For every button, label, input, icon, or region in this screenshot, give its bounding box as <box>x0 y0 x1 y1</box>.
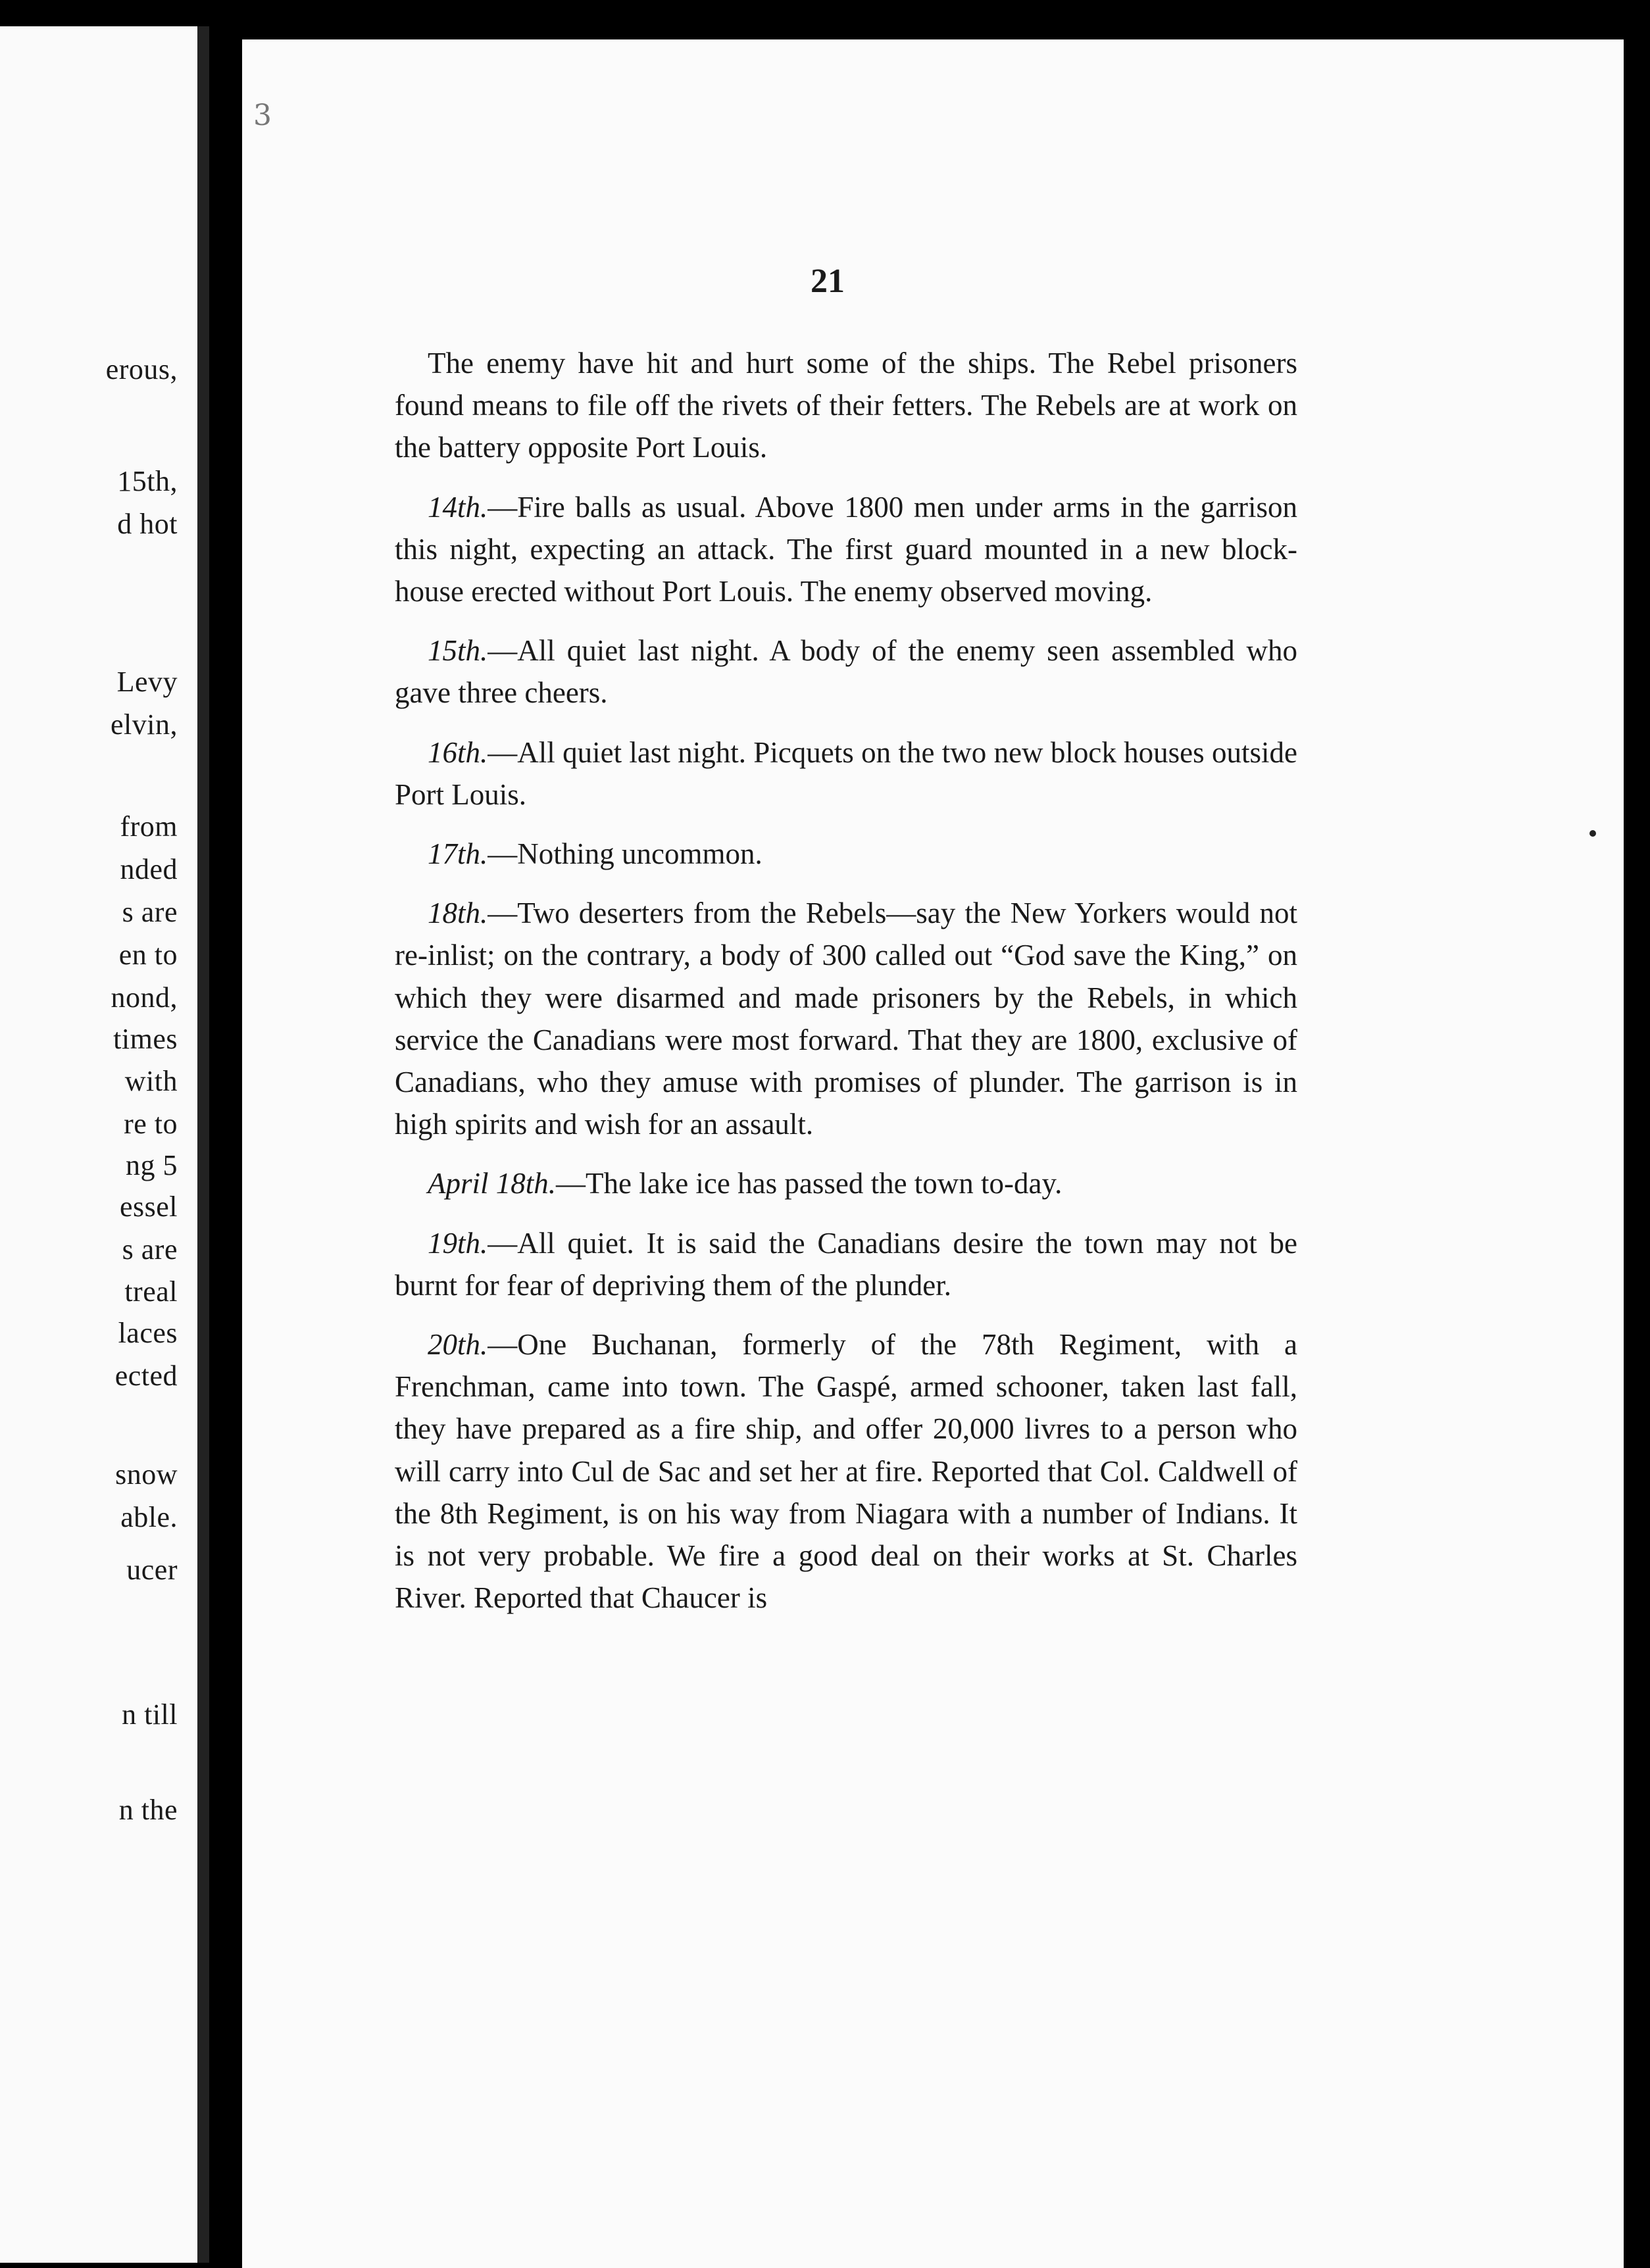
page-body <box>395 342 1297 1636</box>
fragment-line: from <box>120 810 178 843</box>
book-gutter <box>197 26 209 2263</box>
fragment-line: with <box>124 1065 178 1097</box>
page-number: 21 <box>811 262 845 300</box>
entry-text: —Fire balls as usual. Above 1800 men under arms in the garrison this night, expecting an attack. The first guard mounted in a new block-house erected without Port Louis. The enemy observed moving. <box>395 490 1297 608</box>
fragment-line: nded <box>120 853 178 885</box>
entry-date: 19th. <box>428 1226 488 1260</box>
fragment-line: en to <box>118 939 178 971</box>
fragment-line: laces <box>118 1317 178 1349</box>
entry-date: 20th. <box>428 1328 488 1362</box>
paragraph <box>395 486 1297 613</box>
entry-text: —Nothing uncommon. <box>488 837 762 871</box>
ink-speck <box>1589 830 1596 837</box>
entry-date: 16th. <box>428 735 488 769</box>
entry-text: —All quiet. It is said the Canadians desire the town may not be burnt for fear of depriving them of the plunder. <box>395 1226 1297 1302</box>
paragraph <box>395 1323 1297 1619</box>
paragraph <box>395 892 1297 1145</box>
entry-text: —All quiet last night. A body of the enemy seen assembled who gave three cheers. <box>395 634 1297 710</box>
paragraph <box>395 833 1297 875</box>
entry-date: April 18th. <box>428 1167 557 1200</box>
fragment-line: s are <box>122 896 178 928</box>
fragment-line: Levy <box>116 666 178 698</box>
paragraph <box>395 1162 1297 1204</box>
entry-date: 15th. <box>428 634 488 668</box>
fragment-line: elvin, <box>111 708 178 741</box>
fragment-line: re to <box>124 1108 178 1140</box>
fragment-line: essel <box>119 1191 178 1223</box>
paragraph <box>395 629 1297 714</box>
paragraph <box>395 1222 1297 1306</box>
paragraph <box>395 731 1297 816</box>
fragment-line: nond, <box>111 981 178 1014</box>
entry-text: —The lake ice has passed the town to-day. <box>556 1167 1062 1200</box>
paragraph <box>395 342 1297 469</box>
fragment-line: snow <box>115 1458 178 1491</box>
fragment-line: 15th, <box>117 465 178 497</box>
fragment-line: able. <box>120 1501 178 1533</box>
fragment-line: ected <box>114 1360 178 1392</box>
previous-page-fragment <box>0 26 197 2263</box>
entry-text: The enemy have hit and hurt some of the ships. The Rebel prisoners found means to file off the rivets of their fetters. The Rebels are at work on the battery opposite Port Louis. <box>395 347 1297 464</box>
entry-text: —One Buchanan, formerly of the 78th Regiment, with a Frenchman, came into town. The Gaspé, armed schooner, taken last fall, they have prepared as a fire ship, and offer 20,000 livres to a person who will carry into Cul de Sac and set her at fire. Reported that Col. Caldwell of the 8th Regiment, is on his way from Niagara with a number of Indians. It is not very probable. We fire a good deal on their works at St. Charles River. Reported that Chaucer is <box>395 1328 1297 1615</box>
fragment-line: n till <box>122 1698 178 1731</box>
fragment-line: n the <box>118 1794 178 1826</box>
fragment-line: s are <box>122 1233 178 1266</box>
fragment-line: ucer <box>126 1554 178 1586</box>
pencil-mark: 3 <box>253 99 272 132</box>
fragment-line: erous, <box>105 353 178 385</box>
fragment-line: d hot <box>117 508 178 540</box>
entry-date: 14th. <box>428 490 488 524</box>
fragment-line: treal <box>124 1275 178 1308</box>
entry-date: 18th. <box>428 897 488 930</box>
fragment-line: ng 5 <box>126 1149 178 1181</box>
entry-date: 17th. <box>428 837 488 871</box>
fragment-line: times <box>113 1023 178 1055</box>
entry-text: —Two deserters from the Rebels—say the New Yorkers would not re-inlist; on the contrary, a body of 300 called out “God save the King,” on which they were disarmed and made prisoners by the Rebels, in which service the Canadians were most forward. That they are 1800, exclusive of Canadians, who they amuse with promises of plunder. The garrison is in high spirits and wish for an assault. <box>395 897 1297 1141</box>
entry-text: —All quiet last night. Picquets on the two new block houses outside Port Louis. <box>395 735 1297 811</box>
